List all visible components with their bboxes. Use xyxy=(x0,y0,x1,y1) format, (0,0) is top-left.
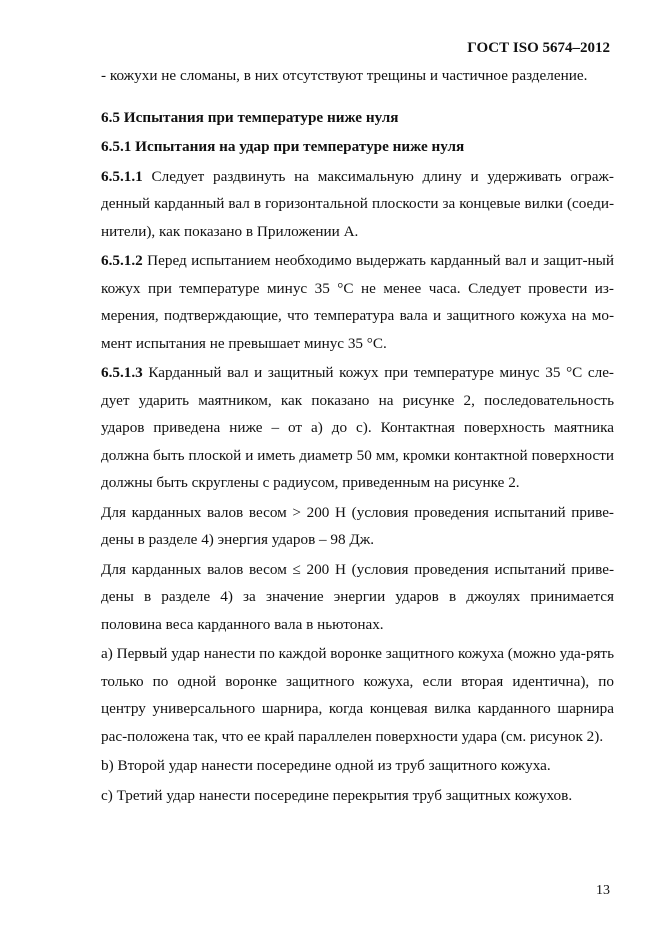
clause-number: 6.5.1.1 xyxy=(101,167,143,185)
clause-number: 6.5.1.2 xyxy=(101,252,143,269)
page-number: 13 xyxy=(596,883,610,898)
list-item-a: а) Первый удар нанести по каждой воронке защитного кожуха (можно уда-рять только по одной воронке защитного кожуха, если вторая идентична), по центру универсального шарнира, когда концевая вилка карданного шарнира рас-положена так, что ее край параллелен поверхности удара (см. рисунок 2). xyxy=(101,645,614,745)
clause-number: 6.5.1.3 xyxy=(101,364,143,381)
paragraph-text: Следует раздвинуть на максимальную длину и удерживать ограж-денный карданный вал в горизонтальной плоскости за концевые вилки (соеди-нители), как показано в Приложении А. xyxy=(101,167,614,240)
standard-id-header: ГОСТ ISO 5674–2012 xyxy=(467,40,610,56)
intro-line: - кожухи не сломаны, в них отсутствуют трещины и частичное разделение. xyxy=(101,67,588,84)
paragraph-6-5-1-1 xyxy=(101,163,614,246)
paragraph-6-5-1-2 xyxy=(101,247,614,357)
paragraph-light-shafts: Для карданных валов весом ≤ 200 Н (условия проведения испытаний приве-дены в разделе 4) за значение энергии ударов в джоулях принимается половина веса карданного вала в ньютонах. xyxy=(101,560,614,633)
paragraph-heavy-shafts: Для карданных валов весом > 200 Н (условия проведения испытаний приве-дены в разделе 4) энергия ударов – 98 Дж. xyxy=(101,503,614,548)
section-title: 6.5 Испытания при температуре ниже нуля xyxy=(101,108,399,126)
spacer xyxy=(101,90,614,104)
list-item-b: b) Второй удар нанести посередине одной из труб защитного кожуха. xyxy=(101,757,551,774)
subsection-title: 6.5.1 Испытания на удар при температуре ниже нуля xyxy=(101,138,465,155)
paragraph-text: Перед испытанием необходимо выдержать карданный вал и защит-ный кожух при температуре минус 35 °С не менее часа. Следует провести из-мерения, подтверждающие, что температура вала и защитного кожуха на мо-мент испытания не превышает минус 35 °С. xyxy=(101,252,614,352)
body-text xyxy=(101,62,614,809)
paragraph-text: Карданный вал и защитный кожух при температуре минус 35 °С сле-дует ударить маятником, как показано на рисунке 2, последовательность ударов приведена ниже – от а) до с). Контактная поверхность маятника должна быть плоской и иметь диаметр 50 мм, кромки контактной поверхности должны быть скруглены с радиусом, приведенным на рисунке 2. xyxy=(101,364,614,491)
paragraph-6-5-1-3 xyxy=(101,359,614,497)
list-item-c: с) Третий удар нанести посередине перекрытия труб защитных кожухов. xyxy=(101,786,573,804)
